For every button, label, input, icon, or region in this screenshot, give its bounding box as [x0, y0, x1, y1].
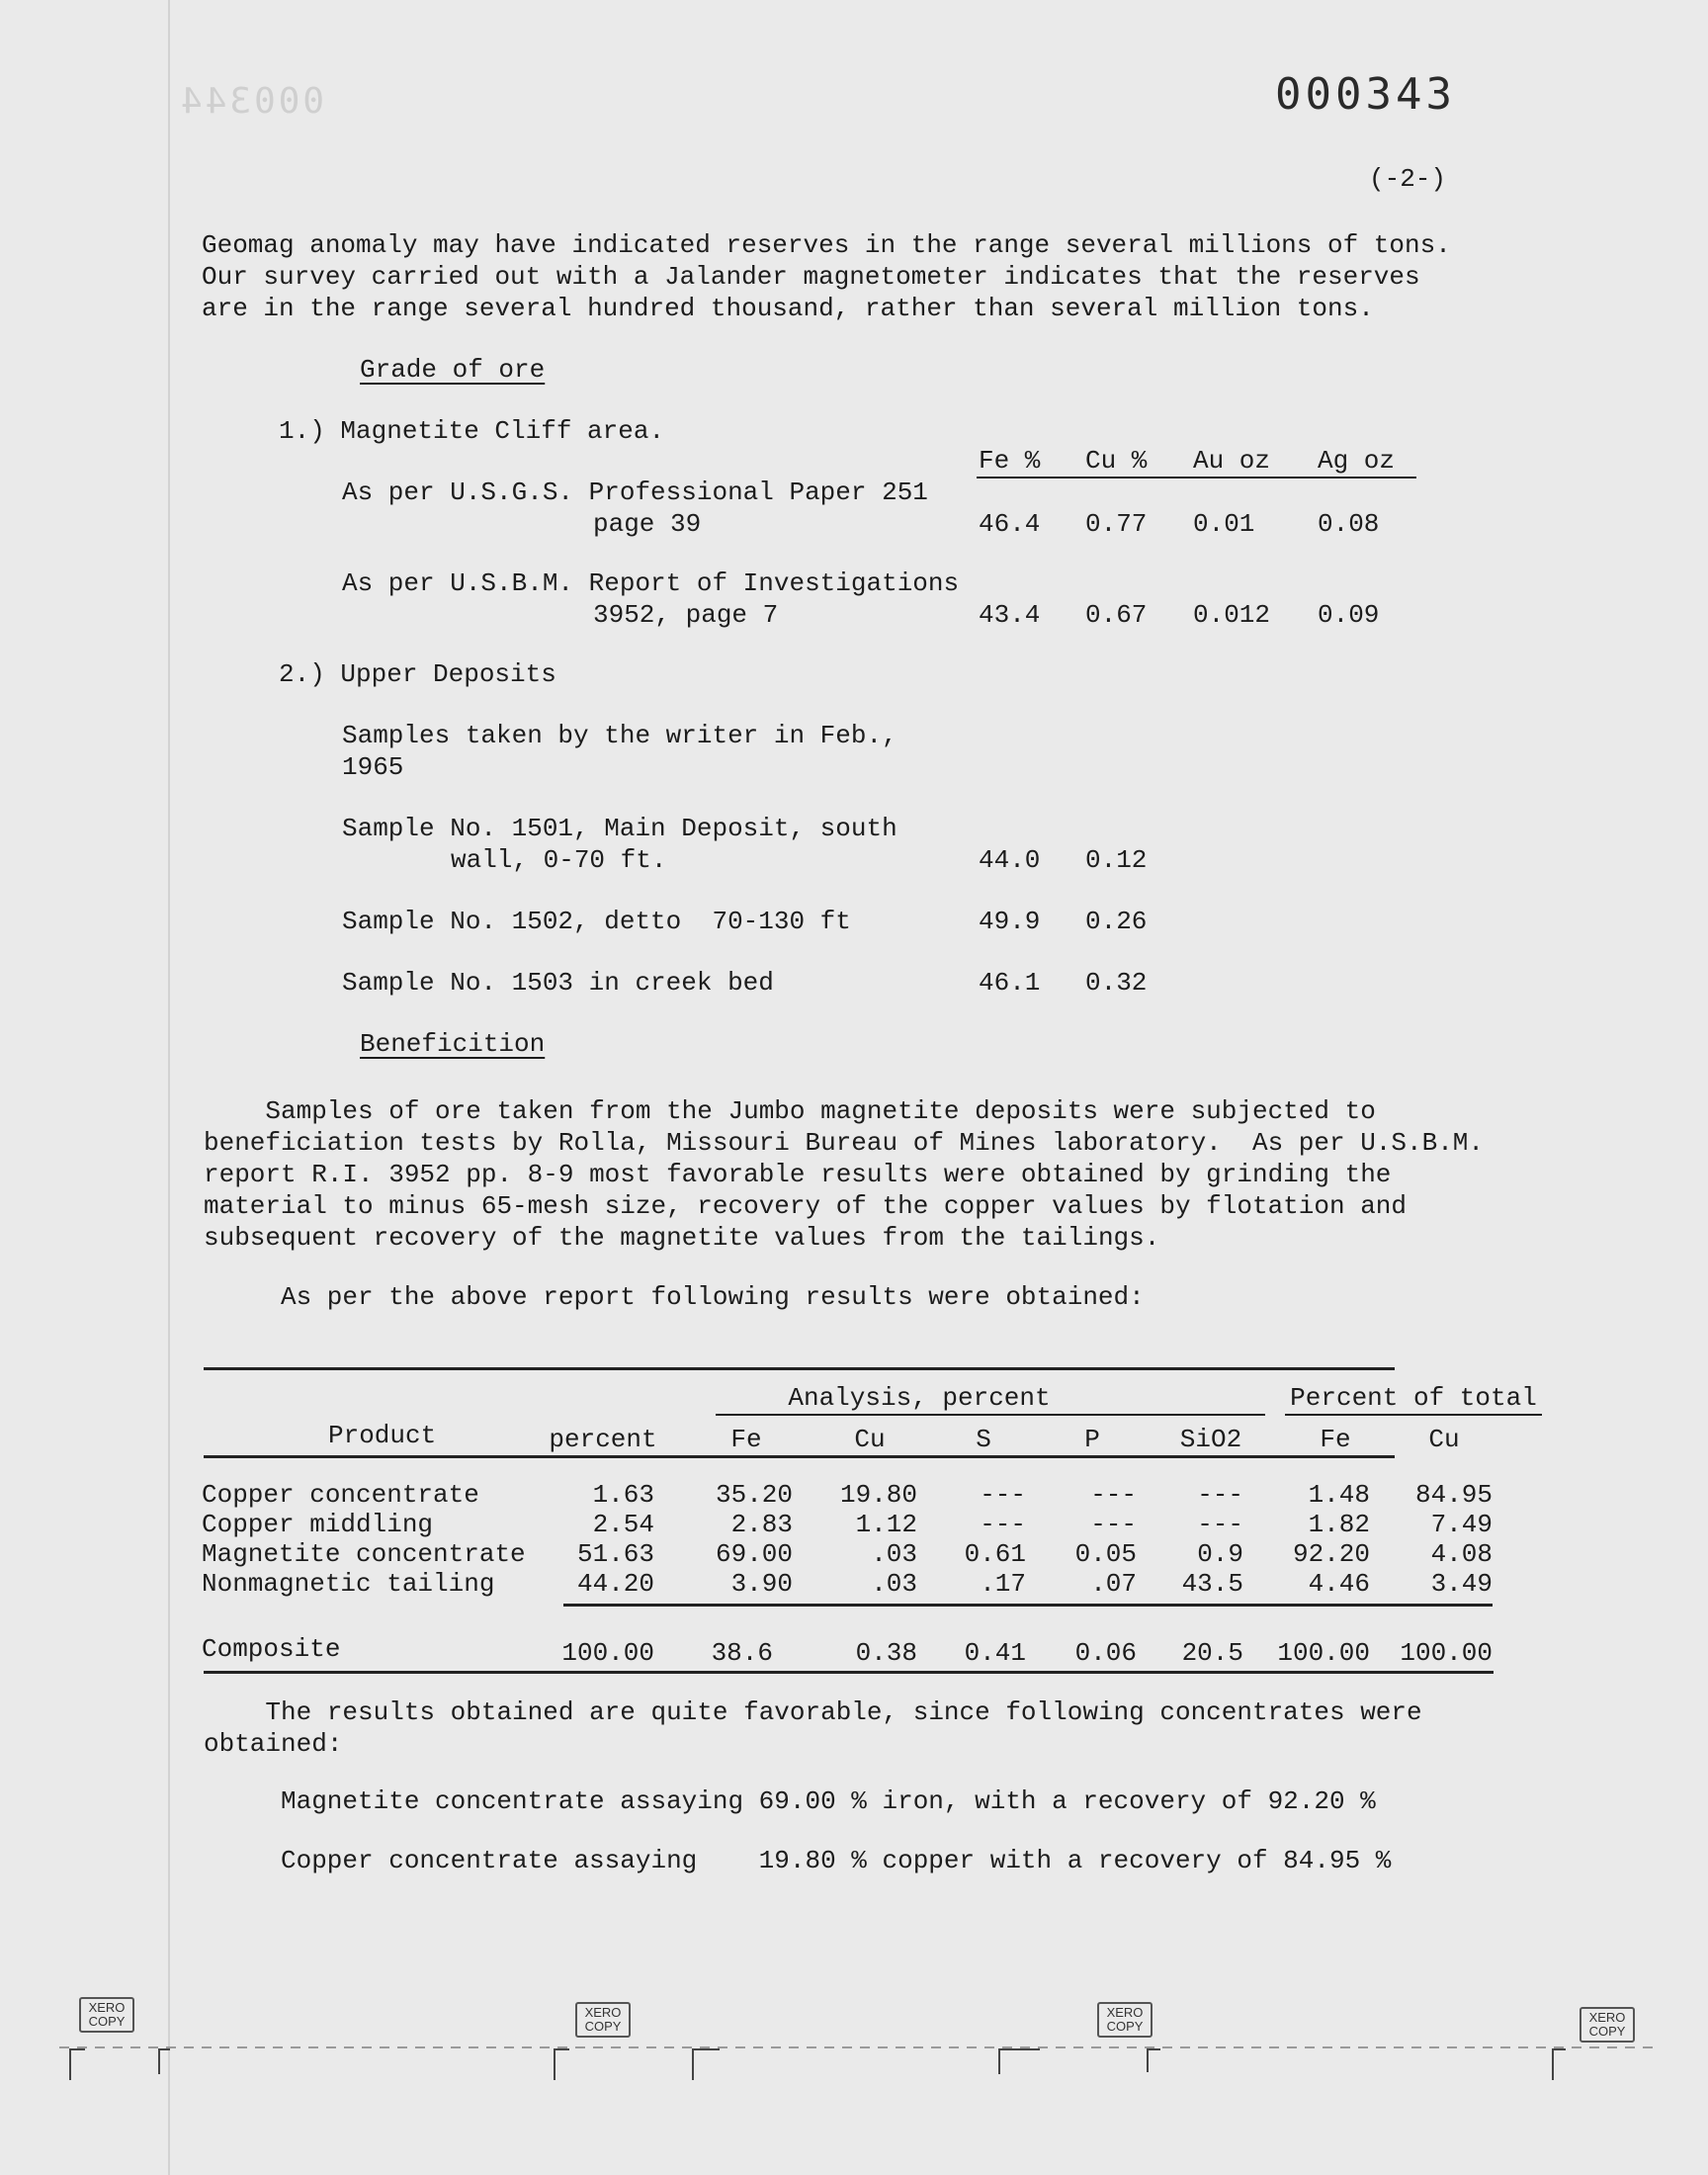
conclusion-line-2: obtained: — [204, 1729, 343, 1759]
composite-cu-total: 100.00 — [1400, 1638, 1493, 1668]
sample-1502: Sample No. 1502, detto 70-130 ft — [342, 907, 851, 936]
intro-line-2: Our survey carried out with a Jalander magnetometer indicates that the reserves — [202, 262, 1420, 292]
stamp-text-1: XERO — [1588, 2010, 1626, 2025]
row2-p: --- — [1090, 1510, 1137, 1539]
th-sio2: SiO2 — [1179, 1425, 1242, 1454]
row2-fe-total: 1.82 — [1308, 1510, 1370, 1539]
row4-cu-total: 3.49 — [1430, 1569, 1493, 1599]
usbm-ag: 0.09 — [1318, 600, 1380, 630]
sample-1501-cu: 0.12 — [1085, 845, 1148, 875]
composite-fe: 38.6 — [711, 1638, 773, 1668]
benef-para-2: beneficiation tests by Rolla, Missouri Bureau of Mines laboratory. As per U.S.B.M. — [204, 1128, 1485, 1158]
sample-1501-fe: 44.0 — [979, 845, 1041, 875]
corner-mark-1 — [69, 2048, 85, 2080]
th-p: P — [1084, 1425, 1100, 1454]
benef-para-5: subsequent recovery of the magnetite values from the tailings. — [204, 1223, 1160, 1253]
usbm-cu: 0.67 — [1085, 600, 1148, 630]
stamp-text-2: COPY — [584, 2019, 622, 2034]
intro-line-3: are in the range several hundred thousand, rather than several million tons. — [202, 294, 1374, 323]
th-cu: Cu — [854, 1425, 886, 1454]
sample-1501-line-1: Sample No. 1501, Main Deposit, south — [342, 814, 897, 843]
sample-1502-fe: 49.9 — [979, 907, 1041, 936]
section-2-title: 2.) Upper Deposits — [279, 659, 556, 689]
row1-fe: 35.20 — [715, 1480, 793, 1510]
col-au-oz: Au oz — [1193, 446, 1271, 476]
stamp-text-1: XERO — [88, 2000, 126, 2015]
usbm-au: 0.012 — [1193, 600, 1271, 630]
usbm-line-2: 3952, page 7 — [593, 600, 779, 630]
grade-heading: Grade of ore — [360, 355, 546, 385]
analysis-group-rule — [716, 1414, 1265, 1416]
group-analysis-percent: Analysis, percent — [788, 1383, 1051, 1413]
th-cu-total: Cu — [1428, 1425, 1460, 1454]
row2-product: Copper middling — [202, 1510, 434, 1539]
usgs-cu: 0.77 — [1085, 509, 1148, 539]
row4-percent: 44.20 — [576, 1569, 654, 1599]
samples-line-1: Samples taken by the writer in Feb., — [342, 721, 897, 750]
corner-mark-4 — [692, 2048, 720, 2080]
row2-sio2: --- — [1197, 1510, 1243, 1539]
row2-cu-total: 7.49 — [1430, 1510, 1493, 1539]
benef-para-4: material to minus 65-mesh size, recovery of the copper values by flotation and — [204, 1191, 1407, 1221]
row3-fe: 69.00 — [715, 1539, 793, 1569]
sample-1503-fe: 46.1 — [979, 968, 1041, 998]
row2-fe: 2.83 — [730, 1510, 793, 1539]
row1-cu: 19.80 — [839, 1480, 917, 1510]
conclusion-line-1: The results obtained are quite favorable, since following concentrates were — [204, 1697, 1422, 1727]
row1-product: Copper concentrate — [202, 1480, 479, 1510]
corner-mark-5 — [998, 2048, 1040, 2074]
intro-line-1: Geomag anomaly may have indicated reserves in the range several millions of tons. — [202, 230, 1451, 260]
composite-s: 0.41 — [964, 1638, 1026, 1668]
composite-p: 0.06 — [1074, 1638, 1137, 1668]
sample-1501-line-2: wall, 0-70 ft. — [451, 845, 667, 875]
usgs-fe: 46.4 — [979, 509, 1041, 539]
th-fe: Fe — [730, 1425, 762, 1454]
row3-p: 0.05 — [1074, 1539, 1137, 1569]
stamp-text-2: COPY — [1588, 2024, 1626, 2039]
benef-para-1: Samples of ore taken from the Jumbo magnetite deposits were subjected to — [204, 1096, 1376, 1126]
row4-cu: .03 — [871, 1569, 917, 1599]
stamp-text-2: COPY — [1106, 2019, 1144, 2034]
composite-fe-total: 100.00 — [1277, 1638, 1370, 1668]
row3-cu: .03 — [871, 1539, 917, 1569]
corner-mark-2 — [158, 2048, 170, 2074]
row4-p: .07 — [1090, 1569, 1137, 1599]
xero-copy-stamp-4 — [1580, 2007, 1635, 2043]
row4-fe: 3.90 — [730, 1569, 793, 1599]
row3-s: 0.61 — [964, 1539, 1026, 1569]
benef-heading: Beneficition — [360, 1029, 546, 1059]
copper-result: Copper concentrate assaying 19.80 % copper with a recovery of 84.95 % — [281, 1846, 1392, 1875]
row2-cu: 1.12 — [855, 1510, 917, 1539]
th-percent: percent — [549, 1425, 657, 1454]
row3-percent: 51.63 — [576, 1539, 654, 1569]
header-rule — [204, 1455, 1395, 1458]
sample-1503: Sample No. 1503 in creek bed — [342, 968, 774, 998]
row1-sio2: --- — [1197, 1480, 1243, 1510]
row3-fe-total: 92.20 — [1292, 1539, 1370, 1569]
row1-s: --- — [980, 1480, 1026, 1510]
usgs-ag: 0.08 — [1318, 509, 1380, 539]
xero-copy-stamp-2 — [575, 2002, 631, 2038]
usbm-fe: 43.4 — [979, 600, 1041, 630]
page-label: (-2-) — [1369, 164, 1447, 194]
group-percent-of-total: Percent of total — [1290, 1383, 1537, 1413]
row3-cu-total: 4.08 — [1430, 1539, 1493, 1569]
total-group-rule — [1285, 1414, 1542, 1416]
xero-copy-stamp-1 — [79, 1997, 134, 2033]
sample-1503-cu: 0.32 — [1085, 968, 1148, 998]
stamp-text-1: XERO — [584, 2005, 622, 2020]
row1-p: --- — [1090, 1480, 1137, 1510]
row1-percent: 1.63 — [592, 1480, 654, 1510]
th-fe-total: Fe — [1320, 1425, 1351, 1454]
col-cu-pct: Cu % — [1085, 446, 1148, 476]
row3-product: Magnetite concentrate — [202, 1539, 526, 1569]
corner-mark-7 — [1552, 2048, 1566, 2080]
table-bottom-rule — [204, 1671, 1494, 1674]
usgs-line-2: page 39 — [593, 509, 702, 539]
col-ag-oz: Ag oz — [1318, 446, 1396, 476]
ghost-doc-number: 000344 — [178, 81, 325, 122]
row4-product: Nonmagnetic tailing — [202, 1569, 495, 1599]
usgs-line-1: As per U.S.G.S. Professional Paper 251 — [342, 478, 928, 507]
composite-percent: 100.00 — [561, 1638, 654, 1668]
table-top-rule — [204, 1367, 1395, 1370]
composite-cu: 0.38 — [855, 1638, 917, 1668]
col-fe-pct: Fe % — [979, 446, 1041, 476]
row1-cu-total: 84.95 — [1414, 1480, 1493, 1510]
th-s: S — [976, 1425, 991, 1454]
usgs-au: 0.01 — [1193, 509, 1255, 539]
row2-s: --- — [980, 1510, 1026, 1539]
corner-mark-6 — [1147, 2048, 1160, 2072]
samples-line-2: 1965 — [342, 752, 404, 782]
row4-sio2: 43.5 — [1181, 1569, 1243, 1599]
results-intro: As per the above report following results were obtained: — [281, 1282, 1145, 1312]
row4-s: .17 — [980, 1569, 1026, 1599]
stamp-text-2: COPY — [88, 2014, 126, 2029]
row3-sio2: 0.9 — [1197, 1539, 1243, 1569]
section-1-title: 1.) Magnetite Cliff area. — [279, 416, 665, 446]
row1-fe-total: 1.48 — [1308, 1480, 1370, 1510]
row4-fe-total: 4.46 — [1308, 1569, 1370, 1599]
document-number: 000343 — [1275, 69, 1456, 120]
xero-copy-stamp-3 — [1097, 2002, 1153, 2038]
corner-mark-3 — [554, 2048, 569, 2080]
th-product: Product — [328, 1421, 437, 1450]
composite-label: Composite — [202, 1634, 341, 1664]
grade-header-rule — [977, 477, 1416, 478]
stamp-text-1: XERO — [1106, 2005, 1144, 2020]
usbm-line-1: As per U.S.B.M. Report of Investigations — [342, 568, 960, 598]
magnetite-result: Magnetite concentrate assaying 69.00 % iron, with a recovery of 92.20 % — [281, 1786, 1376, 1816]
composite-sio2: 20.5 — [1181, 1638, 1243, 1668]
sample-1502-cu: 0.26 — [1085, 907, 1148, 936]
subtotal-rule — [563, 1604, 1493, 1607]
benef-para-3: report R.I. 3952 pp. 8-9 most favorable results were obtained by grinding the — [204, 1160, 1392, 1189]
copy-edge-dashed-line — [59, 2046, 1661, 2048]
row2-percent: 2.54 — [592, 1510, 654, 1539]
